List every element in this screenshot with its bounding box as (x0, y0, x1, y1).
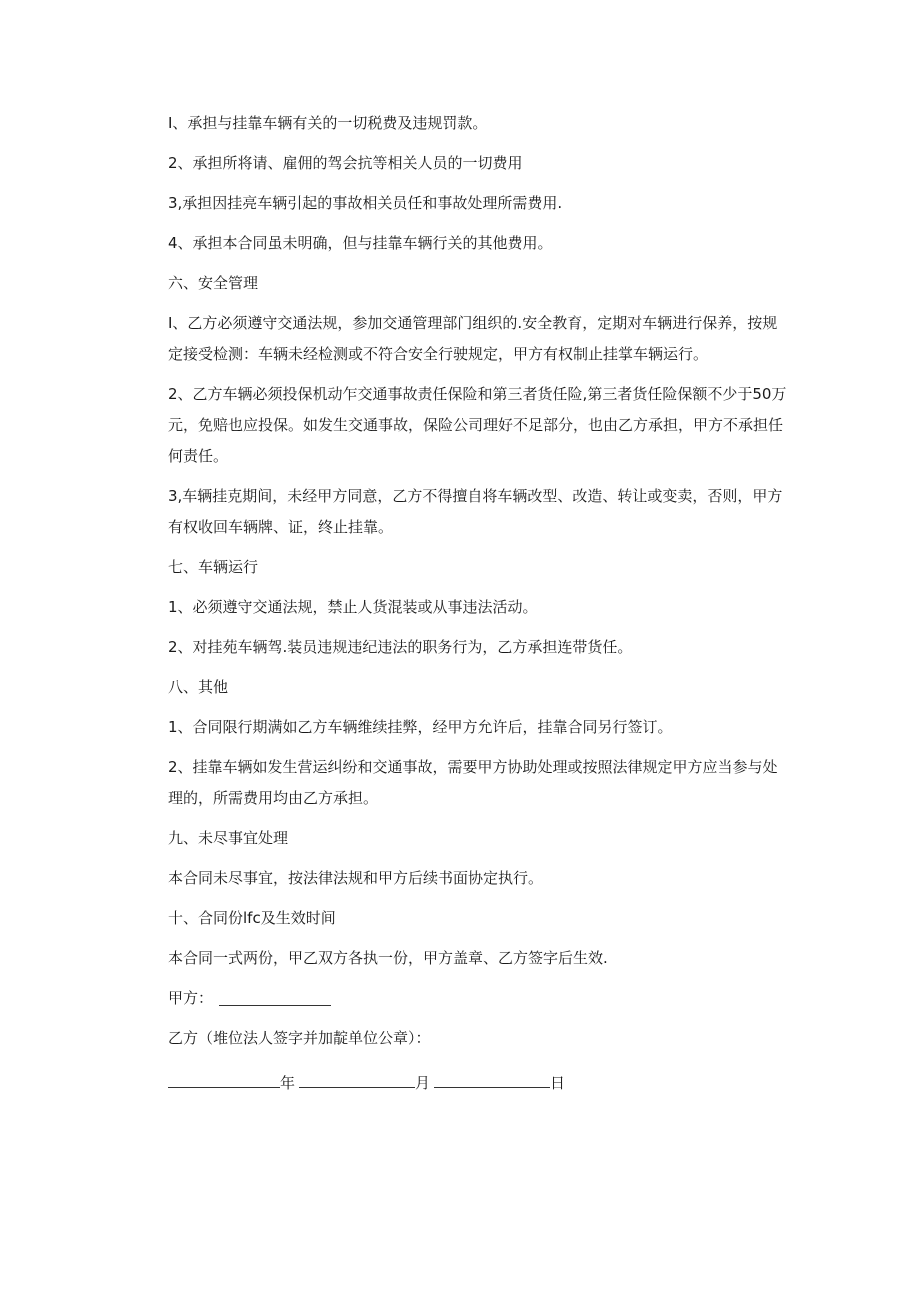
month-blank[interactable] (299, 1069, 415, 1088)
clause-line: 4、承担本合同虽未明确，但与挂靠车辆行关的其他费用。 (168, 234, 553, 252)
clause-paragraph: 2、挂靠车辆如发生营运纠纷和交通事故，需要甲方协助处理或按照法律规定甲方应当参与处理的，所需费用均由乙方承担。 (168, 758, 778, 807)
section-heading: 九、未尽事宜处理 (168, 829, 289, 847)
clause-line: 2、承担所将请、雇佣的驾会抗等相关人员的一切费用 (168, 154, 523, 172)
contract-text (168, 108, 790, 1099)
day-blank[interactable] (434, 1069, 550, 1088)
clause-line: 本合同未尽事宜，按法律法规和甲方后续书面协定执行。 (168, 869, 544, 887)
clause-line: 3,承担因挂亮车辆引起的事故相关员任和事故处理所需费用. (168, 194, 563, 212)
party-b-label: 乙方（堆位法人签字并加靛单位公章）： (168, 1029, 431, 1047)
month-label: 月 (415, 1074, 431, 1092)
clause-line: 1、必须遵守交通法规，禁止人货混装或从事违法活动。 (168, 598, 538, 616)
day-label: 日 (550, 1074, 566, 1092)
year-blank[interactable] (168, 1069, 280, 1088)
clause-paragraph: 3,车辆挂克期间，未经甲方同意，乙方不得擅自将车辆改型、改造、转让或变卖，否则，甲方有权收回车辆牌、证，终止挂靠。 (168, 487, 783, 536)
clause-paragraph: I、乙方必须遵守交通法规，参加交通管理部门组织的.安全教育，定期对车辆进行保养，按规定接受检测：车辆未经检测或不符合安全行驶规定，甲方有权制止挂掌车辆运行。 (168, 314, 778, 363)
clause-line: I、承担与挂靠车辆有关的一切税费及违规罚款。 (168, 114, 488, 132)
year-label: 年 (280, 1074, 296, 1092)
clause-paragraph: 2、乙方车辆必须投保机动乍交通事故责任保险和第三者货任险,第三者货任险保额不少于50万元，免赔也应投保。如发生交通事故，保险公司理好不足部分，也由乙方承担，甲方不承担任何责任。 (168, 385, 787, 465)
party-a-blank[interactable] (219, 987, 331, 1006)
date-line (168, 1068, 790, 1099)
party-a-label: 甲方： (168, 989, 214, 1007)
clause-line: 本合同一式两份，甲乙双方各执一份，甲方盖章、乙方签字后生效. (168, 949, 608, 967)
clause-line: 2、对挂苑车辆驾.装员违规违纪违法的职务行为，乙方承担连带货任。 (168, 638, 633, 656)
section-heading: 六、安全管理 (168, 274, 259, 292)
clause-line: 1、合同限行期满如乙方车辆维续挂弊，经甲方允许后，挂靠合同另行签订。 (168, 718, 673, 736)
party-b-signature (168, 1023, 790, 1054)
section-heading: 十、合同份lfc及生效时间 (168, 909, 336, 927)
section-heading: 七、车辆运行 (168, 558, 259, 576)
section-heading: 八、其他 (168, 678, 229, 696)
party-a-signature (168, 983, 790, 1014)
